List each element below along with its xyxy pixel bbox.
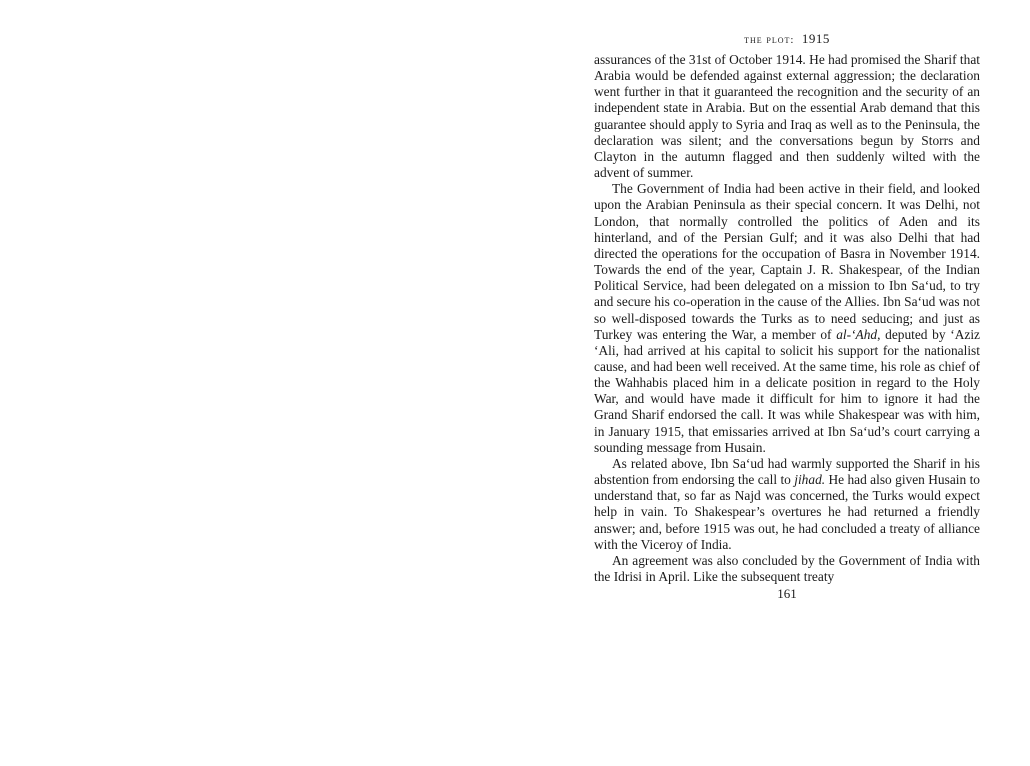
book-page [594,30,980,603]
paragraph [594,553,980,585]
running-title: the plot: [744,34,795,46]
paragraph-text: The Government of India had been active in their field, and looked upon the Arabian Peninsula as their special concern. It was Delhi, not London, that normally controlled the politics of Aden and its hinterland, and of the Persian Gulf; and it was also Delhi that had directed the operations for the occupation of Basra in November 1914. Towards the end of the year, Captain J. R. Shakespear, of the Indian Political Service, had been delegated on a mission to Ibn Sa‘ud, to try and secure his co-operation in the cause of the Allies. Ibn Sa‘ud was not so well-disposed towards the Turks as to need seducing; and just as Turkey was entering the War, a member of [594,181,980,342]
paragraph-text: assurances of the 31st of October 1914. He had promised the Sharif that Arabia would be defended against external aggression; the declaration went further in that it guaranteed the recognition and the security of an independent state in Arabia. But on the essential Arab demand that this guarantee should apply to Syria and Iraq as well as to the Peninsula, the declaration was silent; and the conversations begun by Storrs and Clayton in the autumn flagged and then suddenly wilted with the advent of summer. [594,52,980,181]
paragraph [594,181,980,456]
page-number: 161 [777,586,797,602]
paragraph-text: As related above, Ibn Sa‘ud had warmly supported the Sharif in his abstention from endorsing the call to [594,455,980,488]
paragraph [594,456,980,553]
paragraph [594,52,980,181]
italic-text: al-‘Ahd [836,326,878,342]
running-head [594,30,980,48]
paragraph-text: An agreement was also concluded by the Government of India with the Idrisi in April. Like the subsequent treaty [594,552,980,584]
paragraph-text: He had also given Husain to understand that, so far as Najd was concerned, the Turks would expect help in vain. To Shakespear’s overtures he had returned a friendly answer; and, before 1915 was out, he had concluded a treaty of alliance with the Viceroy of India. [594,472,980,552]
italic-text: jihad. [794,472,826,488]
running-year: 1915 [801,31,830,46]
paragraph-text: , deputed by ‘Aziz ‘Ali, had arrived at his capital to solicit his support for the nationalist cause, and had been well received. At the same time, his role as chief of the Wahhabis placed him in a delicate position in regard to the Holy War, and would have made it difficult for him to ignore it had the Grand Sharif endorsed the call. It was while Shakespear was with him, in January 1915, that emissaries arrived at Ibn Sa‘ud’s court carrying a sounding message from Husain. [594,326,980,455]
body-text [594,52,980,585]
